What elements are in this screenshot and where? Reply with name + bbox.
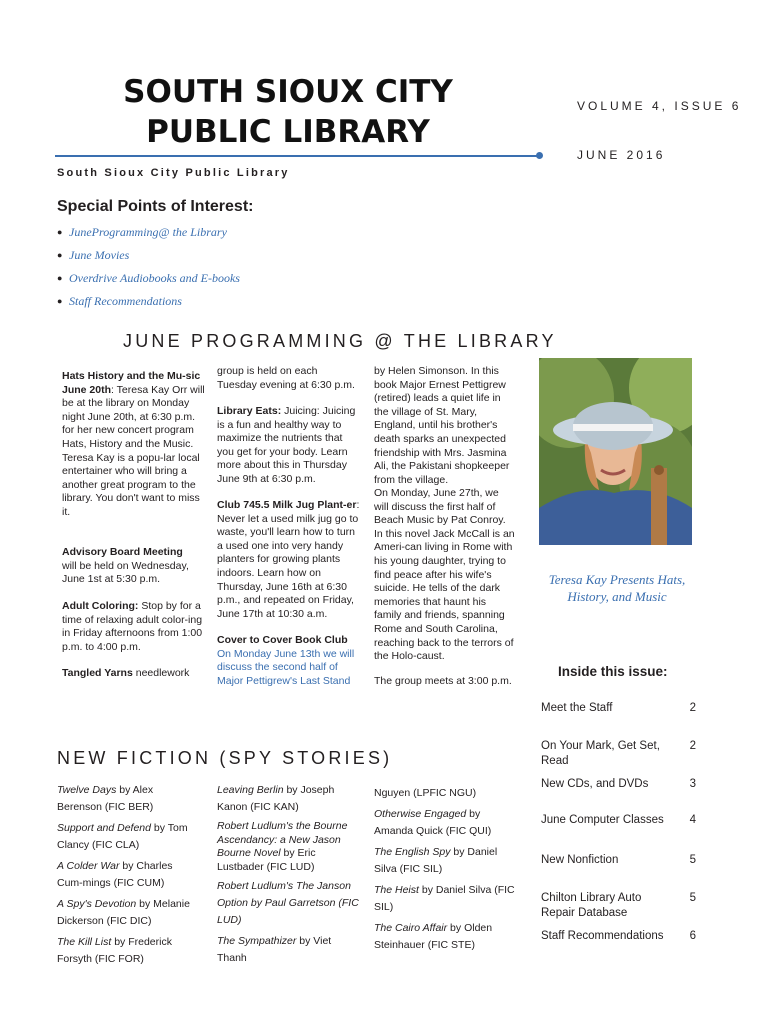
special-points-list: [57, 222, 240, 314]
programming-heading: JUNE PROGRAMMING @ THE LIBRARY: [123, 331, 557, 351]
special-point-label: Overdrive Audiobooks and E-books: [69, 271, 240, 285]
toc-page: 2: [689, 702, 696, 714]
book-author: Nguyen (LPFIC NGU): [374, 787, 477, 799]
book-club-body: On Monday June 13th we will discuss the second half of Major Pettigrew's Last Stand: [217, 647, 355, 687]
book-title: Support and Defend: [57, 822, 151, 834]
fiction-col-1: [57, 782, 200, 968]
programming-col-3: [374, 365, 516, 487]
tangled-paragraph: [62, 667, 205, 681]
toc-entry[interactable]: [541, 739, 696, 769]
club-body: : Never let a used milk jug go to waste, you'll learn how to turn a used one into very handy planters for growing plants indoors. Learn how on Thursday, June 16th at 6:30 p.m., and repeated on Friday, June 17th at 10:30 a.m.: [217, 499, 360, 620]
adult-coloring-body: Stop by for a time of relaxing adult color-ing in Friday afternoons from 1:00 p.m. to 4:00 p.m.: [62, 600, 203, 653]
toc-label: On Your Mark, Get Set, Read: [541, 740, 660, 767]
tangled-title: Tangled Yarns: [62, 667, 133, 679]
book-title: The Sympathizer: [217, 935, 297, 947]
tangled-continued: group is held on each Tuesday evening at 6:30 p.m.: [217, 365, 355, 391]
book-author: by Daniel Silva (FIC SIL): [374, 884, 515, 913]
book-title: Robert Ludlum's the Bourne Ascendancy: a New Jason Bourne Novel: [217, 820, 348, 859]
book-title: A Colder War: [57, 860, 120, 872]
special-point-label: June Movies: [69, 248, 130, 262]
programming-col-2: [217, 365, 360, 392]
special-point-label: JuneProgramming@ the Library: [69, 225, 227, 239]
toc-entry[interactable]: [541, 853, 696, 868]
fiction-heading: NEW FICTION (SPY STORIES): [57, 748, 393, 768]
adult-coloring-paragraph: [62, 600, 205, 654]
advisory-title: Advisory Board Meeting: [62, 546, 183, 558]
hats-paragraph: [62, 370, 205, 520]
book-title: The English Spy: [374, 846, 451, 858]
library-eats-body: Juicing: Juicing is a fun and healthy way to maximize the nutrients that you get for your body. Learn more about this in Thursday June 9th at 6:30 p.m.: [217, 405, 356, 485]
special-point-item[interactable]: [57, 245, 240, 268]
book-title: A Spy's Devotion: [57, 898, 137, 910]
fiction-col-3: [374, 785, 516, 954]
book-title: The Cairo Affair: [374, 922, 448, 934]
book-title: Twelve Days: [57, 784, 117, 796]
fiction-entry: [374, 920, 516, 954]
book-title: The Kill List: [57, 936, 112, 948]
book-title: Robert Ludlum's The Janson Option by Paul Garretson (FIC LUD): [217, 880, 359, 926]
book-club-summary-2: On Monday, June 27th, we will discuss the first half of Beach Music by Pat Conroy. In this novel Jack McCall is an Ameri-can living in Rome with his young daughter, trying to find peace after his wife's suicide. He tells of the dark memories that haunt his family and friends, spanning Rome and South Carolina, reaching back to the terrors of the Holo-caust.: [374, 487, 515, 663]
book-author: by Joseph Kanon (FIC KAN): [217, 784, 335, 813]
club-title: Club 745.5 Milk Jug Plant-er: [217, 499, 357, 511]
bullet-icon: ●: [57, 250, 63, 260]
book-club-summary-1: by Helen Simonson. In this book Major Ernest Pettigrew (retired) leads a quiet life in the village of St. Mary, England, until his brother's death sparks an unexpected friendship with Mrs. Jasmina Ali, the Pakistani shopkeeper from the village.: [374, 365, 510, 486]
toc-entry[interactable]: [541, 777, 696, 792]
special-point-item[interactable]: [57, 291, 240, 314]
book-author: by Eric Lustbader (FIC LUD): [217, 847, 316, 873]
toc-page: 3: [689, 778, 696, 790]
toc-entry[interactable]: [541, 813, 696, 828]
fiction-entry: [374, 882, 516, 916]
bullet-icon: ●: [57, 273, 63, 283]
adult-coloring-title: Adult Coloring:: [62, 600, 139, 612]
fiction-entry: [374, 844, 516, 878]
issue-date: JUNE 2016: [577, 148, 666, 162]
fiction-entry: [57, 782, 200, 816]
toc-page: 2: [689, 740, 696, 752]
toc-label: Chilton Library Auto Repair Database: [541, 892, 642, 919]
book-author: by Daniel Silva (FIC SIL): [374, 846, 498, 875]
fiction-col-2: [217, 782, 360, 967]
masthead-rule-dot: [536, 152, 543, 159]
fiction-entry: [57, 858, 200, 892]
photo-caption: Teresa Kay Presents Hats, History, and Music: [548, 572, 686, 604]
toc-page: 5: [689, 854, 696, 866]
book-author: by Alex Berenson (FIC BER): [57, 784, 154, 813]
toc-label: New Nonfiction: [541, 854, 619, 866]
title-line-1: SOUTH SIOUX CITY: [123, 74, 453, 110]
club-paragraph: [217, 499, 360, 621]
volume-issue: VOLUME 4, ISSUE 6: [577, 99, 742, 113]
book-author: by Melanie Dickerson (FIC DIC): [57, 898, 190, 927]
book-author: by Amanda Quick (FIC QUI): [374, 808, 492, 837]
fiction-entry: [217, 878, 360, 929]
fiction-entry: [57, 820, 200, 854]
library-eats-paragraph: [217, 405, 360, 487]
library-eats-title: Library Eats:: [217, 405, 282, 417]
book-author: by Charles Cum-mings (FIC CUM): [57, 860, 173, 889]
fiction-entry: [374, 785, 516, 802]
special-point-item[interactable]: [57, 268, 240, 291]
teresa-kay-photo: [539, 358, 692, 545]
book-author: by Viet Thanh: [217, 935, 332, 964]
toc-label: Meet the Staff: [541, 702, 613, 714]
toc-page: 4: [689, 814, 696, 826]
toc-entry[interactable]: [541, 891, 696, 921]
book-author: by Frederick Forsyth (FIC FOR): [57, 936, 172, 965]
bullet-icon: ●: [57, 296, 63, 306]
toc-page: 5: [689, 892, 696, 904]
fiction-entry: [57, 934, 200, 968]
toc-entry[interactable]: [541, 701, 696, 716]
fiction-entry: [217, 933, 360, 967]
toc-entry[interactable]: [541, 929, 696, 944]
fiction-entry: [217, 782, 360, 816]
special-point-item[interactable]: [57, 222, 240, 245]
book-title: Otherwise Engaged: [374, 808, 467, 820]
inside-heading: Inside this issue:: [558, 664, 668, 679]
special-points-heading: Special Points of Interest:: [57, 198, 254, 215]
library-name: South Sioux City Public Library: [57, 167, 290, 179]
book-author: by Tom Clancy (FIC CLA): [57, 822, 188, 851]
book-club-meeting-time: The group meets at 3:00 p.m.: [374, 675, 512, 687]
tangled-body: needlework: [132, 667, 190, 679]
newsletter-title: [60, 72, 516, 152]
book-author: by Olden Steinhauer (FIC STE): [374, 922, 493, 951]
hats-body: : Teresa Kay Orr will be at the library on Monday night June 20th, at 6:30 p.m. for her new concert program Hats, History and the Music. Teresa Kay is a popu-lar local entertainer who will bring a another great program to the library. You don't want to miss it.: [62, 383, 205, 518]
book-title: The Heist: [374, 884, 419, 896]
fiction-entry: [217, 820, 360, 874]
book-club-paragraph: [217, 634, 360, 688]
masthead-rule: [55, 155, 540, 157]
toc-label: Staff Recommendations: [541, 930, 664, 942]
special-point-label: Staff Recommendations: [69, 294, 182, 308]
programming-col-1: [62, 370, 205, 520]
toc-page: 6: [689, 930, 696, 942]
fiction-entry: [374, 806, 516, 840]
hats-title: Hats History and the Mu-sic June 20th: [62, 370, 201, 396]
bullet-icon: ●: [57, 227, 63, 237]
book-title: Leaving Berlin: [217, 784, 284, 796]
toc-label: June Computer Classes: [541, 814, 664, 826]
title-line-2: PUBLIC LIBRARY: [146, 114, 430, 150]
fiction-entry: [57, 896, 200, 930]
advisory-body: will be held on Wednesday, June 1st at 5:30 p.m.: [62, 559, 189, 586]
toc-label: New CDs, and DVDs: [541, 778, 649, 790]
advisory-paragraph: [62, 546, 205, 587]
book-club-title: Cover to Cover Book Club: [217, 634, 348, 646]
